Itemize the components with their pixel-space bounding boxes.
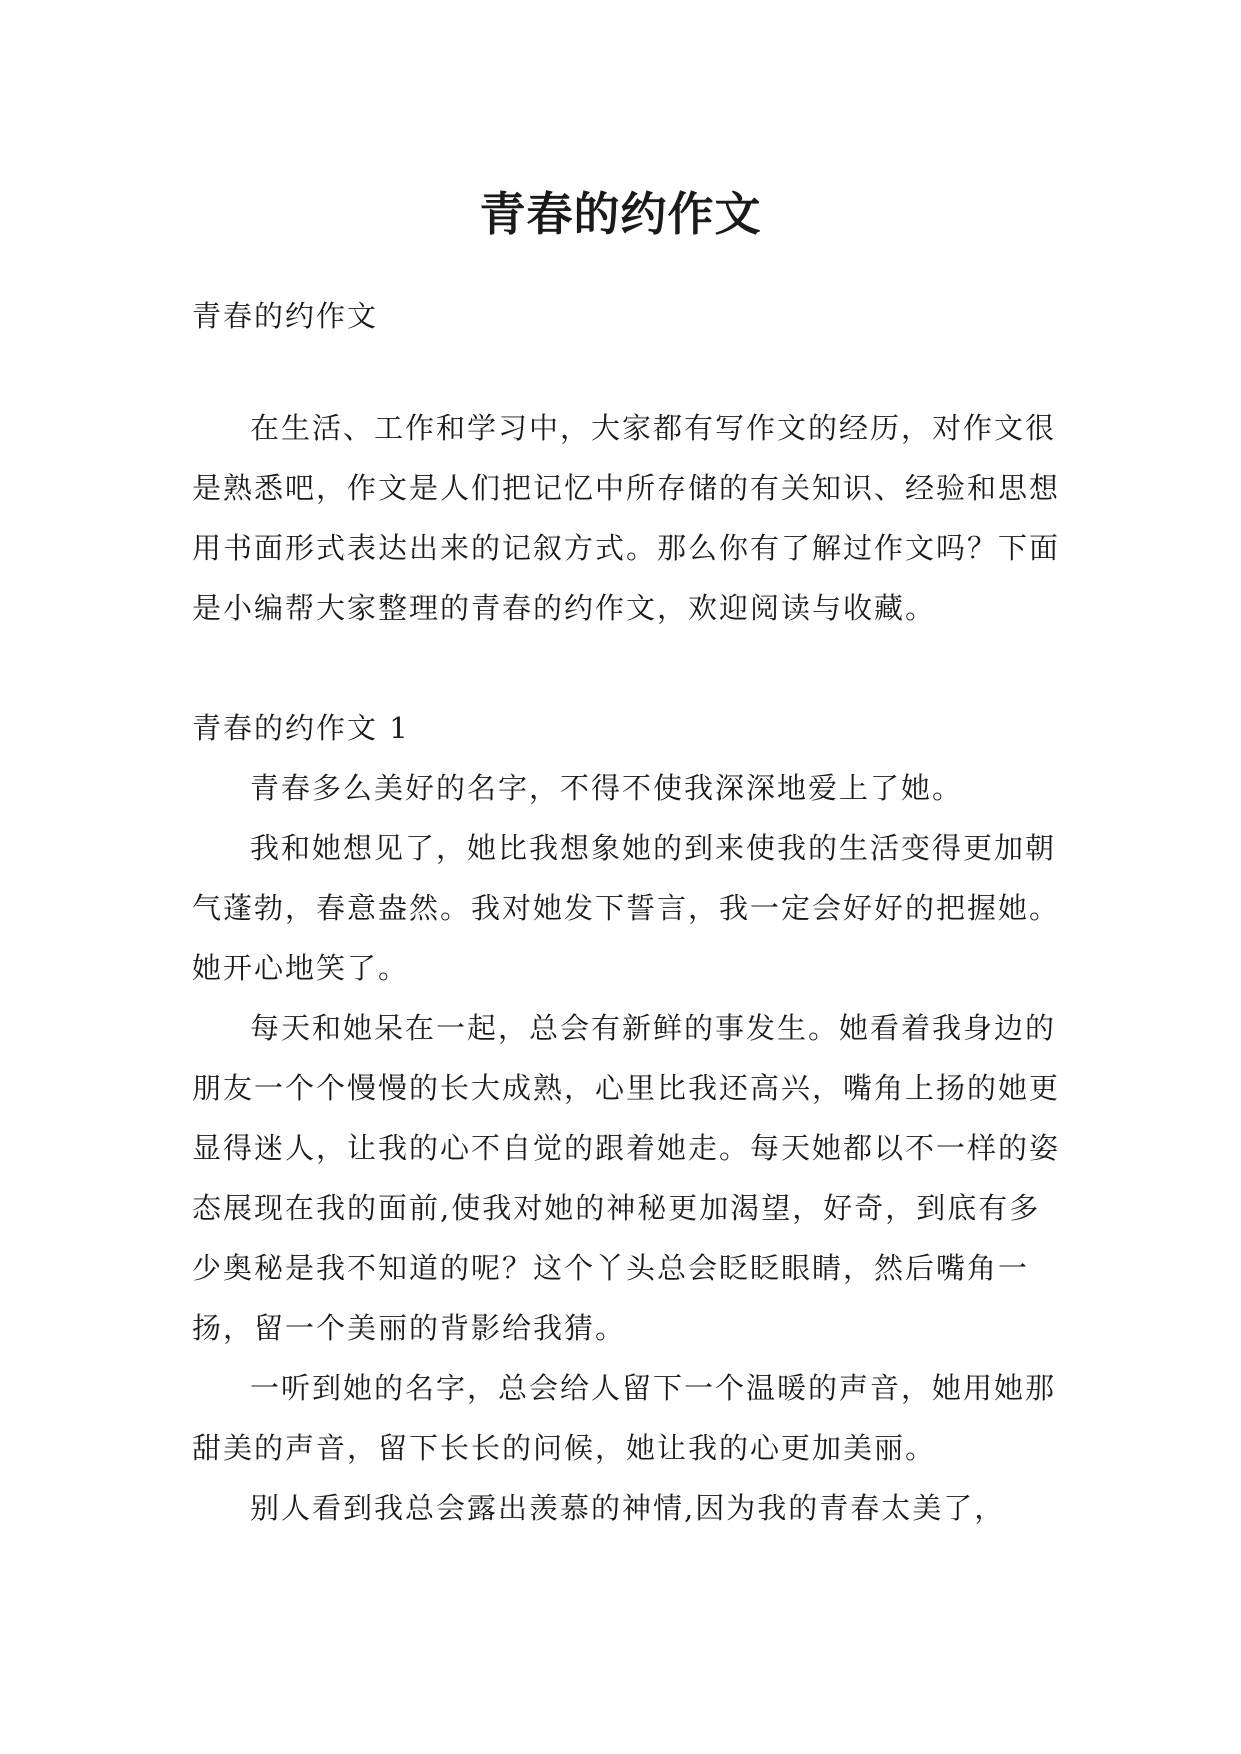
intro-paragraph: 在生活、工作和学习中，大家都有写作文的经历，对作文很是熟悉吧，作文是人们把记忆中所存储的有关知识、经验和思想用书面形式表达出来的记叙方式。那么你有了解过作文吗？下面是小编帮大家整理的青春的约作文，欢迎阅读与收藏。 [192,411,1061,625]
document-title: 青春的约作文 [479,186,762,241]
section-heading: 青春的约作文 1 [192,711,410,745]
document-body [192,286,1060,1538]
body-paragraph: 我和她想见了，她比我想象她的到来使我的生活变得更加朝气蓬勃，春意盎然。我对她发下誓言，我一定会好好的把握她。她开心地笑了。 [192,831,1061,985]
document-subtitle: 青春的约作文 [192,299,379,333]
body-paragraph: 青春多么美好的名字，不得不使我深深地爱上了她。 [250,771,964,805]
body-paragraph: 别人看到我总会露出羡慕的神情,因为我的青春太美了， [250,1491,1006,1525]
body-paragraph: 一听到她的名字，总会给人留下一个温暖的声音，她用她那甜美的声音，留下长长的问候，她让我的心更加美丽。 [192,1371,1057,1465]
body-paragraph: 每天和她呆在一起，总会有新鲜的事发生。她看着我身边的朋友一个个慢慢的长大成熟，心里比我还高兴，嘴角上扬的她更显得迷人，让我的心不自觉的跟着她走。每天她都以不一样的姿态展现在我的面前,使我对她的神秘更加渴望，好奇，到底有多少奥秘是我不知道的呢？这个丫头总会眨眨眼睛，然后嘴角一扬，留一个美丽的背影给我猜。 [192,1011,1061,1345]
